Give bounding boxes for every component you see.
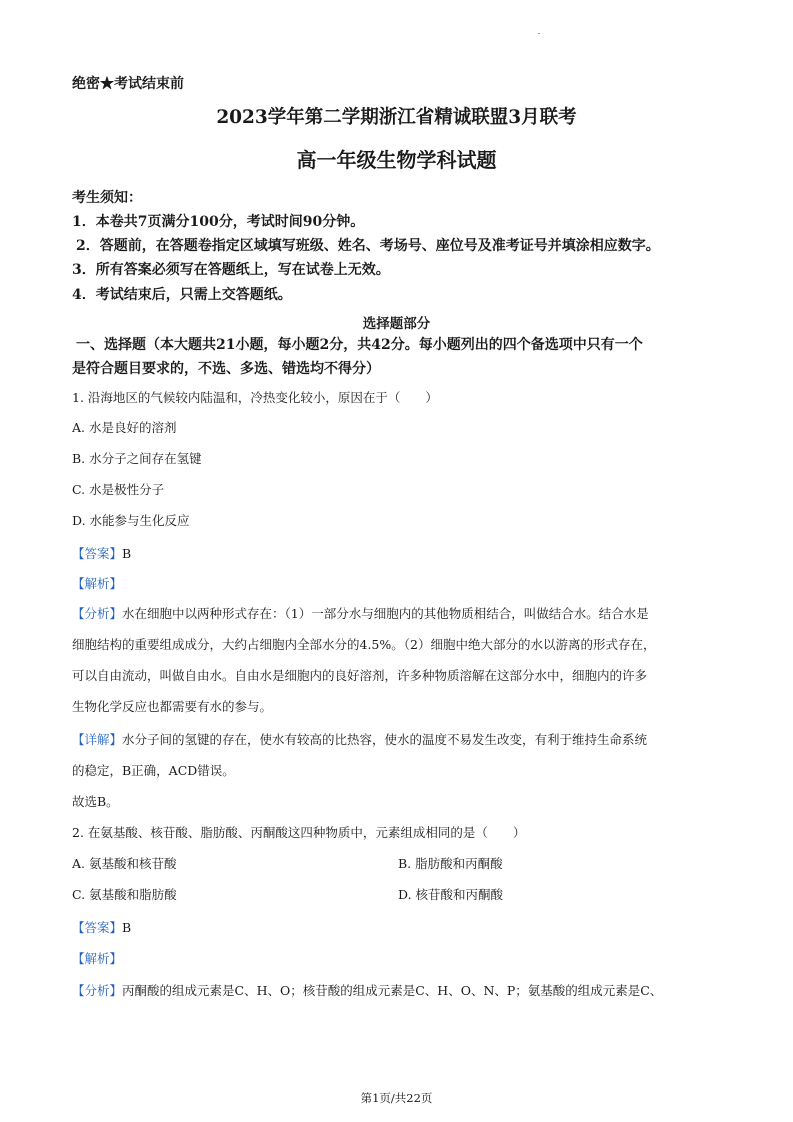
q1-fenxi-line: 生物化学反应也都需要有水的参与。 xyxy=(72,699,273,714)
q2-option-b: B. 脂肪酸和丙酮酸 xyxy=(398,856,503,871)
scan-dot xyxy=(538,33,540,34)
q1-analysis-tag: 【解析】 xyxy=(72,576,123,591)
notice-heading: 考生须知： xyxy=(72,190,142,206)
fenxi-text: 丙酮酸的组成元素是C、H、O；核苷酸的组成元素是C、H、O、N、P；氨基酸的组成元素是C、 xyxy=(122,983,663,998)
answer-tag: 【答案】 xyxy=(72,920,123,935)
fenxi-tag: 【分析】 xyxy=(72,606,123,621)
q1-option-d: D. 水能参与生化反应 xyxy=(72,513,190,528)
answer-value: B xyxy=(122,546,132,561)
xiangjie-text: 水分子间的氢键的存在，使水有较高的比热容，使水的温度不易发生改变，有利于维持生命系统 xyxy=(122,732,648,747)
question-2-stem: 2. 在氨基酸、核苷酸、脂肪酸、丙酮酸这四种物质中，元素组成相同的是（ ） xyxy=(72,825,526,840)
notice-item: 4．考试结束后，只需上交答题纸。 xyxy=(72,287,292,303)
section-instruction: 一、选择题（本大题共21小题，每小题2分，共42分。每小题列出的四个备选项中只有一个 xyxy=(76,337,643,353)
q1-fenxi-line: 细胞结构的重要组成成分，大约占细胞内全部水分的4.5%。（2）细胞中绝大部分的水以游离的形式存在， xyxy=(72,637,656,652)
exam-subtitle: 高一年级生物学科试题 xyxy=(296,148,497,172)
q2-option-c: C. 氨基酸和脂肪酸 xyxy=(72,887,177,902)
q1-fenxi xyxy=(72,605,649,623)
q1-xiangjie xyxy=(72,731,647,749)
notice-item: 3．所有答案必须写在答题纸上，写在试卷上无效。 xyxy=(72,262,390,278)
fenxi-tag: 【分析】 xyxy=(72,983,123,998)
confidential-label: 绝密★考试结束前 xyxy=(72,76,184,92)
q2-fenxi xyxy=(72,982,662,1000)
xiangjie-tag: 【详解】 xyxy=(72,732,123,747)
answer-tag: 【答案】 xyxy=(72,546,123,561)
q2-analysis-tag: 【解析】 xyxy=(72,951,123,966)
q1-fenxi-line: 可以自由流动，叫做自由水。自由水是细胞内的良好溶剂，许多种物质溶解在这部分水中，细胞内的许多 xyxy=(72,668,648,683)
notice-item: 1．本卷共7页满分100分，考试时间90分钟。 xyxy=(72,214,365,230)
q1-option-a: A. 水是良好的溶剂 xyxy=(72,420,177,435)
page-number: 第1页/共22页 xyxy=(360,1091,433,1105)
question-1-stem: 1. 沿海地区的气候较内陆温和，冷热变化较小，原因在于（ ） xyxy=(72,390,438,405)
q2-answer xyxy=(72,919,131,937)
q2-option-d: D. 核苷酸和丙酮酸 xyxy=(398,887,504,902)
q1-xiangjie-line: 的稳定，B正确，ACD错误。 xyxy=(72,763,235,778)
exam-title: 2023学年第二学期浙江省精诚联盟3月联考 xyxy=(216,107,577,128)
part-title: 选择题部分 xyxy=(362,316,431,332)
q1-option-b: B. 水分子之间存在氢键 xyxy=(72,451,202,466)
answer-value: B xyxy=(122,920,132,935)
q1-answer xyxy=(72,545,131,563)
q1-conclusion: 故选B。 xyxy=(72,794,119,809)
q1-option-c: C. 水是极性分子 xyxy=(72,482,165,497)
fenxi-text: 水在细胞中以两种形式存在：（1）一部分水与细胞内的其他物质相结合，叫做结合水。结合水是 xyxy=(122,606,649,621)
section-instruction: 是符合题目要求的，不选、多选、错选均不得分） xyxy=(72,361,380,377)
notice-item: 2．答题前，在答题卷指定区域填写班级、姓名、考场号、座位号及准考证号并填涂相应数字。 xyxy=(76,238,660,254)
q2-option-a: A. 氨基酸和核苷酸 xyxy=(72,856,177,871)
